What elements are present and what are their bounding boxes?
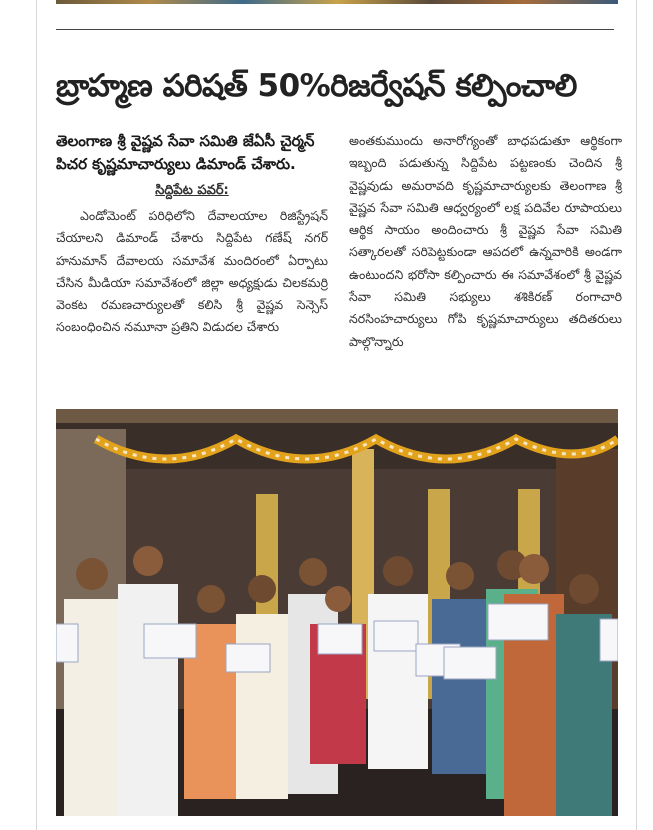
deck: తెలంగాణ శ్రీ వైష్ణవ సేవా సమితి జేఏసీ చైర్మన్ పిచర కృష్ణమాచార్యులు డిమాండ్ చేశారు.: [56, 132, 315, 173]
right-column: [349, 130, 622, 353]
page-edge-right: [636, 0, 637, 830]
group-photo: [56, 409, 618, 816]
group-photo-illustration: [56, 409, 618, 816]
left-column: [56, 130, 328, 339]
top-divider: [56, 29, 614, 30]
byline: సిద్దిపేట పవర్:: [155, 183, 229, 198]
page-edge-left: [36, 0, 37, 830]
previous-photo-strip: [56, 0, 618, 4]
body-left: ఎండోమెంట్ పరిధిలోని దేవాలయాల రిజిస్ట్రేషన్ చేయాలని డిమాండ్ చేశారు సిద్దిపేట గణేష్ నగర్ హనుమాన్ దేవాలయ సమావేశ మందిరంలో ఏర్పాటు చేసిన మీడియా సమావేశంలో జిల్లా అధ్యక్షుడు చిలకమర్రి వెంకట రమణచార్యులతో కలిసి శ్రీ వైష్ణవ సెన్సెస్ సంబంధించిన నమూనా ప్రతిని విడుదల చేశారు: [56, 208, 328, 335]
headline: బ్రాహ్మణ పరిషత్ 50%రిజర్వేషన్ కల్పించాలి: [56, 68, 577, 104]
body-right: అంతకుముందు అనారోగ్యంతో బాధపడుతూ ఆర్థికంగా ఇబ్బంది పడుతున్న సిద్దిపేట పట్టణంకు చెందిన శ్రీ వైష్ణవుడు అమరావది కృష్ణమాచార్యులకు తెలంగాణ శ్రీ వైష్ణవ సేవా సమితి ఆధ్వర్యంలో లక్ష పదివేల రూపాయలు ఆర్థిక సాయం అందించారు శ్రీ వైష్ణవ సేవా సమితి సత్కారలతో సరిపెట్టకుండా ఆపదలో ఉన్నవారికి అండగా ఉంటుందని భరోసా కల్పించారు ఈ సమావేశంలో శ్రీ వైష్ణవ సేవా సమితి సభ్యులు శశికిరణ్ రంగాచారి నరసింహచార్యులు గోపి కృష్ణమాచార్యులు తదితరులు పాల్గొన్నారు: [349, 133, 622, 349]
